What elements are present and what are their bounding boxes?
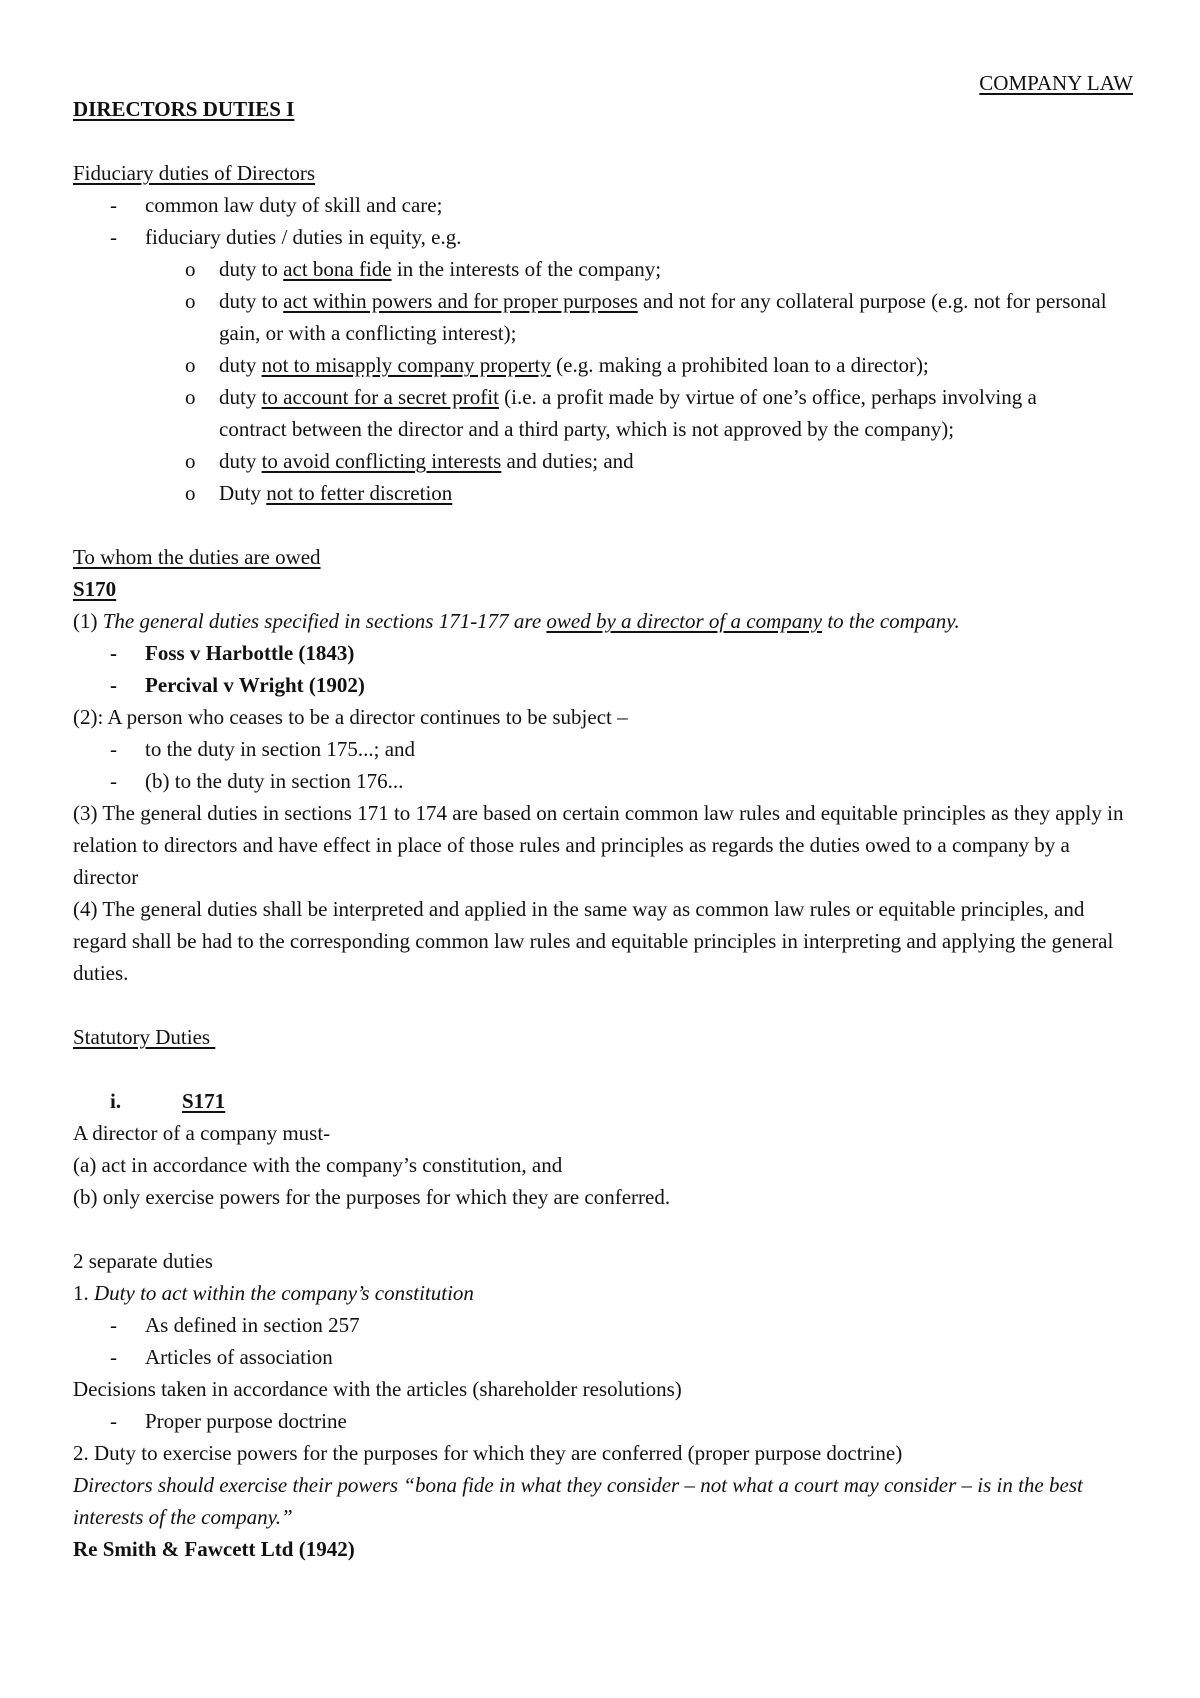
list-item: o duty to act within powers and for proper purposes and not for any collateral purpose (e.g. not for personal gain, or with a conflicting interest); xyxy=(73,285,1133,349)
s170-paragraph-1: (1) The general duties specified in sections 171-177 are owed by a director of a company to the company. xyxy=(73,609,960,633)
decisions-text: Decisions taken in accordance with the articles (shareholder resolutions) xyxy=(73,1377,682,1401)
section-s170: S170 xyxy=(73,577,117,601)
list-item: - (b) to the duty in section 176... xyxy=(73,765,1133,797)
list-item: o Duty not to fetter discretion xyxy=(73,477,1133,509)
quote-text: Directors should exercise their powers “bona fide in what they consider – not what a court may consider – is in the best interests of the company.” xyxy=(73,1473,1083,1529)
list-item: - to the duty in section 175...; and xyxy=(73,733,1133,765)
s171-b: (b) only exercise powers for the purposes for which they are conferred. xyxy=(73,1185,671,1209)
statutory-heading: Statutory Duties xyxy=(73,1025,216,1049)
list-item: - common law duty of skill and care; xyxy=(73,189,1133,221)
list-item: o duty to act bona fide in the interests of the company; xyxy=(73,253,1133,285)
separate-duties: 2 separate duties xyxy=(73,1249,213,1273)
duty-1: 1. Duty to act within the company’s constitution xyxy=(73,1281,474,1305)
list-item: - fiduciary duties / duties in equity, e.g. xyxy=(73,221,1133,253)
list-item: - Articles of association xyxy=(73,1341,1133,1373)
s170-paragraph-3: (3) The general duties in sections 171 to 174 are based on certain common law rules and equitable principles as they apply in relation to directors and have effect in place of those rules and principles as regards the duties owed to a company by a director xyxy=(73,801,1124,889)
list-item: - As defined in section 257 xyxy=(73,1309,1133,1341)
fiduciary-heading: Fiduciary duties of Directors xyxy=(73,161,316,185)
list-item: o duty to account for a secret profit (i.e. a profit made by virtue of one’s office, perhaps involving a contract between the director and a third party, which is not approved by the company); xyxy=(73,381,1133,445)
s170-paragraph-4: (4) The general duties shall be interpreted and applied in the same way as common law rules or equitable principles, and regard shall be had to the corresponding common law rules and equitable principles in interpreting and applying the general duties. xyxy=(73,897,1114,985)
list-item: o duty not to misapply company property (e.g. making a prohibited loan to a director); xyxy=(73,349,1133,381)
case-citation: - Foss v Harbottle (1843) xyxy=(73,637,1133,669)
duty-2: 2. Duty to exercise powers for the purposes for which they are conferred (proper purpose doctrine) xyxy=(73,1441,903,1465)
list-item: - Proper purpose doctrine xyxy=(73,1405,1133,1437)
owed-heading: To whom the duties are owed xyxy=(73,545,321,569)
document-title: DIRECTORS DUTIES I xyxy=(73,97,295,121)
list-item: o duty to avoid conflicting interests and duties; and xyxy=(73,445,1133,477)
section-s171: i. S171 xyxy=(110,1089,226,1113)
case-citation: - Percival v Wright (1902) xyxy=(73,669,1133,701)
case-citation: Re Smith & Fawcett Ltd (1942) xyxy=(73,1537,355,1561)
course-header: COMPANY LAW xyxy=(979,71,1133,95)
s171-a: (a) act in accordance with the company’s constitution, and xyxy=(73,1153,563,1177)
s170-paragraph-2: (2): A person who ceases to be a director continues to be subject – xyxy=(73,705,628,729)
document-body xyxy=(73,67,1133,1565)
s171-intro: A director of a company must- xyxy=(73,1121,331,1145)
